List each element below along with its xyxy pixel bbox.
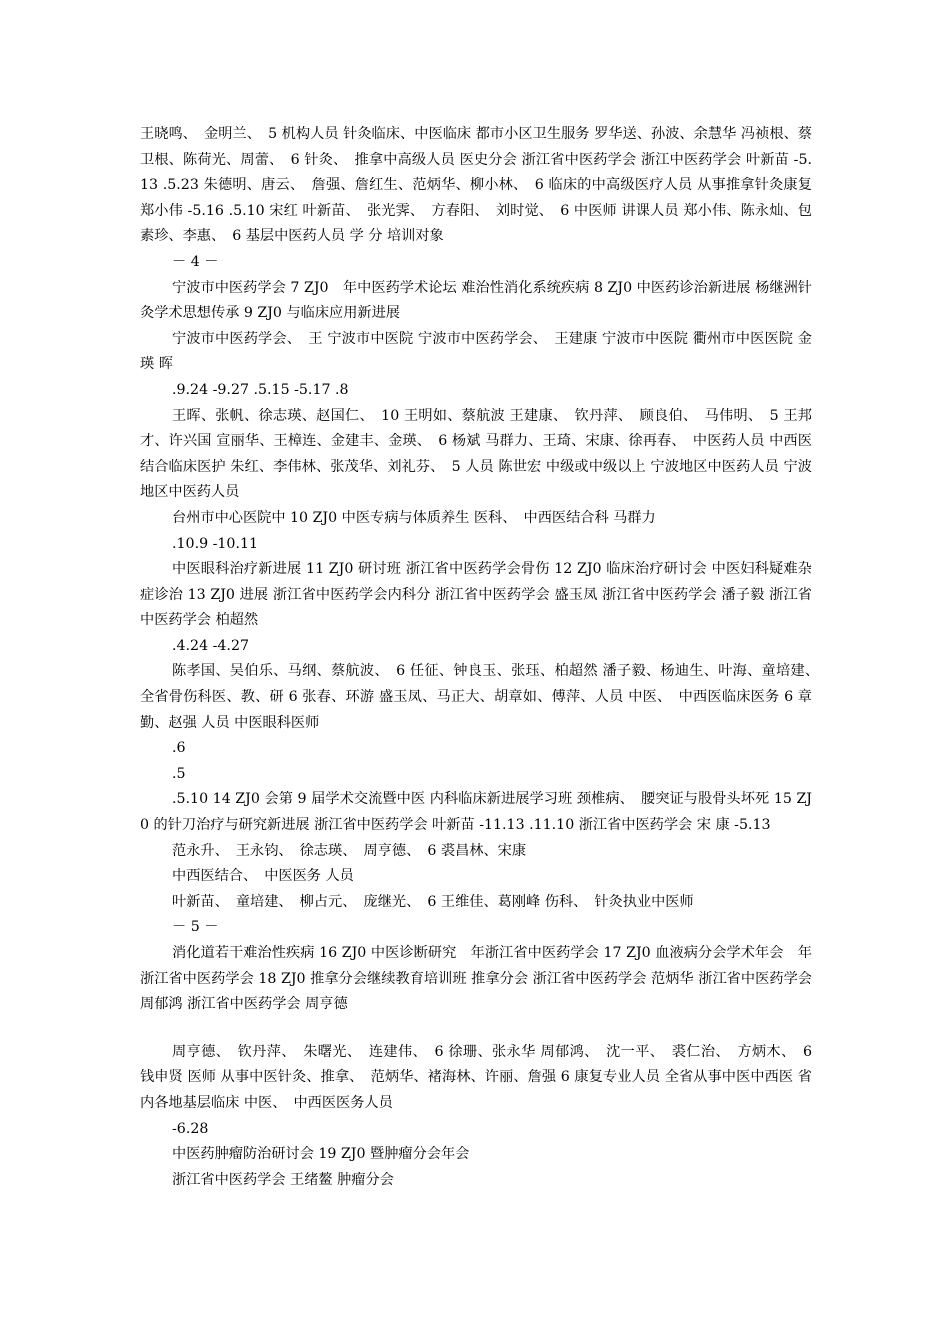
page-number-marker: － 5 － <box>172 919 219 936</box>
paragraph: 王晖、张帆、徐志瑛、赵国仁、 10 王明如、蔡航波 王建康、 钦丹萍、 顾良伯、 马伟明、 5 王邦才、许兴国 宣丽华、王樟连、金建丰、金瑛、 6 杨斌 马群力、王琦、宋康、徐再春、 中医药人员 中西医结合临床医护 朱红、李伟林、张茂华、刘礼芬、 5 人员 陈世宏 中级或中级以上 宁波地区中医药人员 宁波地区中医药人员 <box>140 407 812 501</box>
paragraph: 周亨德、 钦丹萍、 朱曙光、 连建伟、 6 徐珊、张永华 周郁鸿、 沈一平、 裘仁治、 方炳木、 6 钱申贤 医师 从事中医针灸、推拿、 范炳华、褚海林、许丽、詹强 6 康复专业人员 全省从事中医中西医 省内各地基层临床 中医、 中西医医务人员 <box>140 1043 817 1111</box>
paragraph: 宁波市中医药学会、 王 宁波市中医院 宁波市中医药学会、 王建康 宁波市中医院 衢州市中医医院 金 瑛 晖 <box>140 330 817 373</box>
paragraph: .6 <box>172 740 186 757</box>
paragraph: 叶新苗、 童培建、 柳占元、 庞继光、 6 王维佳、葛刚峰 伤科、 针灸执业中医师 <box>172 893 694 910</box>
paragraph: 宁波市中医药学会 7 ZJ0 年中医药学术论坛 难治性消化系统疾病 8 ZJ0 中医药诊治新进展 杨继洲针灸学术思想传承 9 ZJ0 与临床应用新进展 <box>140 279 812 322</box>
paragraph: 中医药肿瘤防治研讨会 19 ZJ0 暨肿瘤分会年会 <box>172 1146 470 1163</box>
paragraph: 范永升、 王永钧、 徐志瑛、 周亨德、 6 裘昌林、宋康 <box>172 842 527 859</box>
paragraph: .5 <box>172 765 186 782</box>
paragraph: 消化道若干难治性疾病 16 ZJ0 中医诊断研究 年浙江省中医药学会 17 ZJ0 血液病分会学术年会 年浙江省中医药学会 18 ZJ0 推拿分会继续教育培训班 推拿分会 浙江省中医药学会 范炳华 浙江省中医药学会 周郁鸿 浙江省中医药学会 周亨德 <box>140 945 817 1013</box>
paragraph: .10.9 -10.11 <box>172 535 259 552</box>
document-body <box>140 122 827 1193</box>
paragraph: 中西医结合、 中医医务 人员 <box>172 868 354 885</box>
paragraph: .9.24 -9.27 .5.15 -5.17 .8 <box>172 381 349 398</box>
paragraph: 王晓鸣、 金明兰、 5 机构人员 针灸临床、中医临床 都市小区卫生服务 罗华送、孙波、余慧华 冯祯根、蔡卫根、陈荷光、周蕾、 6 针灸、 推拿中高级人员 医史分会 浙江省中医药学会 浙江中医药学会 叶新苗 -5.13 .5.23 朱德明、唐云、 詹强、詹红生、范炳华、柳小林、 6 临床的中高级医疗人员 从事推拿针灸康复 郑小伟 -5.16 .5.10 宋红 叶新苗、 张光霁、 方春阳、 刘时觉、 6 中医师 讲课人员 郑小伟、陈永灿、包素珍、李惠、 6 基层中医药人员 学 分 培训对象 <box>140 126 817 245</box>
paragraph: -6.28 <box>172 1120 209 1137</box>
paragraph: 浙江省中医药学会 王绪鳌 肿瘤分会 <box>172 1171 394 1188</box>
paragraph: .4.24 -4.27 <box>172 637 249 654</box>
blank-line <box>140 1018 812 1040</box>
page-number-marker: － 4 － <box>172 253 219 270</box>
paragraph: 中医眼科治疗新进展 11 ZJ0 研讨班 浙江省中医药学会骨伤 12 ZJ0 临床治疗研讨会 中医妇科疑难杂症诊治 13 ZJ0 进展 浙江省中医药学会内科分 浙江省中医药学会 盛玉凤 浙江省中医药学会 潘子毅 浙江省中医药学会 柏超然 <box>140 561 812 629</box>
paragraph: 陈孝国、吴伯乐、马纲、蔡航波、 6 任征、钟良玉、张珏、柏超然 潘子毅、杨迪生、叶海、童培建、 全省骨伤科医、教、研 6 张春、环游 盛玉凤、马正大、胡章如、傅萍、人员 中医、 中西医临床医务 6 章勤、赵强 人员 中医眼科医师 <box>140 663 827 731</box>
paragraph: 台州市中心医院中 10 ZJ0 中医专病与体质养生 医科、 中西医结合科 马群力 <box>172 509 656 526</box>
paragraph: .5.10 14 ZJ0 会第 9 届学术交流暨中医 内科临床新进展学习班 颈椎病、 腰突证与股骨头坏死 15 ZJ0 的针刀治疗与研究新进展 浙江省中医药学会 叶新苗 -11.13 .11.10 浙江省中医药学会 宋 康 -5.13 <box>140 791 812 834</box>
